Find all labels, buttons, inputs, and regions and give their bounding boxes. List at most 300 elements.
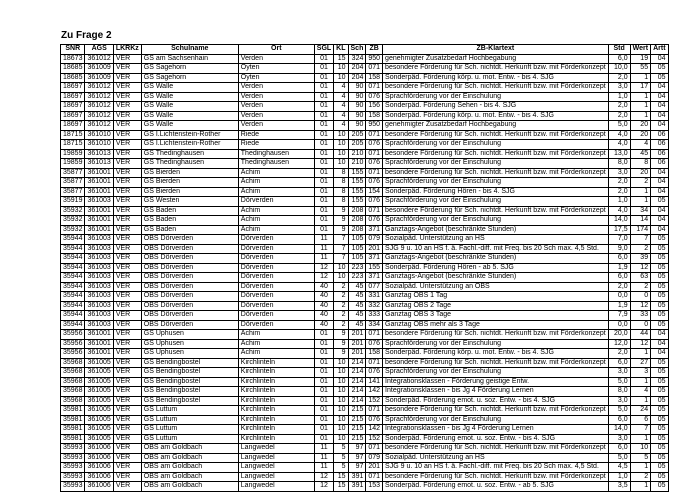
- cell-snr: 35993: [61, 472, 85, 482]
- cell-snr: 35877: [61, 168, 85, 178]
- cell-artt: 05: [651, 282, 668, 292]
- table-row: [61, 159, 669, 169]
- cell-std: 4,0: [608, 140, 630, 150]
- cell-ort: Dörverden: [238, 301, 314, 311]
- cell-kl: 10: [334, 387, 348, 397]
- cell-zb: 077: [366, 282, 383, 292]
- cell-snr: 19859: [61, 149, 85, 159]
- cell-schulname: GS Bierden: [141, 178, 238, 188]
- cell-std: 7,0: [608, 235, 630, 245]
- cell-zb: 071: [366, 444, 383, 454]
- cell-ags: 361006: [85, 482, 113, 492]
- cell-zb-klartext: Ganztag OBS mehr als 3 Tage: [383, 320, 609, 330]
- cell-ags: 361001: [85, 187, 113, 197]
- cell-lkrkz: VER: [113, 463, 141, 473]
- cell-sgl: 11: [314, 244, 333, 254]
- cell-wert: 12: [630, 301, 650, 311]
- cell-ort: Kirchlinteln: [238, 387, 314, 397]
- cell-sgl: 01: [314, 178, 333, 188]
- cell-lkrkz: VER: [113, 434, 141, 444]
- cell-zb-klartext: Ganztag OBS 3 Tage: [383, 311, 609, 321]
- cell-artt: 05: [651, 73, 668, 83]
- cell-ags: 361003: [85, 197, 113, 207]
- cell-ort: Verden: [238, 111, 314, 121]
- cell-zb: 076: [366, 368, 383, 378]
- cell-zb-klartext: besondere Förderung für Sch. nichtdt. Herkunft bzw. mit Förderkonzept: [383, 444, 609, 454]
- cell-schulname: GS Uphusen: [141, 339, 238, 349]
- cell-lkrkz: VER: [113, 121, 141, 131]
- cell-sch: 97: [348, 444, 366, 454]
- cell-wert: 17: [630, 83, 650, 93]
- cell-artt: 05: [651, 472, 668, 482]
- cell-artt: 05: [651, 244, 668, 254]
- cell-wert: 1: [630, 482, 650, 492]
- cell-lkrkz: VER: [113, 377, 141, 387]
- cell-std: 1,0: [608, 197, 630, 207]
- cell-std: 6,0: [608, 358, 630, 368]
- cell-sgl: 01: [314, 130, 333, 140]
- cell-schulname: OBS Dörverden: [141, 254, 238, 264]
- cell-ags: 361013: [85, 159, 113, 169]
- cell-schulname: GS am Sachsenhain: [141, 54, 238, 64]
- cell-sch: 155: [348, 187, 366, 197]
- cell-std: 7,9: [608, 311, 630, 321]
- cell-ort: Dörverden: [238, 273, 314, 283]
- cell-schulname: GS Thedinghausen: [141, 159, 238, 169]
- cell-sch: 90: [348, 92, 366, 102]
- cell-ags: 361009: [85, 64, 113, 74]
- cell-artt: 04: [651, 54, 668, 64]
- table-row: [61, 320, 669, 330]
- table-row: [61, 254, 669, 264]
- cell-ags: 361012: [85, 102, 113, 112]
- table-row: [61, 64, 669, 74]
- cell-snr: 35932: [61, 225, 85, 235]
- cell-ort: Oyten: [238, 73, 314, 83]
- cell-lkrkz: VER: [113, 235, 141, 245]
- cell-ags: 361003: [85, 244, 113, 254]
- cell-std: 6,0: [608, 273, 630, 283]
- cell-kl: 5: [334, 444, 348, 454]
- cell-zb: 950: [366, 121, 383, 131]
- cell-sgl: 01: [314, 206, 333, 216]
- cell-wert: 1: [630, 434, 650, 444]
- cell-wert: 6: [630, 415, 650, 425]
- cell-schulname: OBS Dörverden: [141, 282, 238, 292]
- cell-kl: 10: [334, 406, 348, 416]
- cell-kl: 15: [334, 482, 348, 492]
- cell-zb: 334: [366, 320, 383, 330]
- cell-ort: Oyten: [238, 64, 314, 74]
- cell-schulname: GS Westen: [141, 197, 238, 207]
- column-header-wert: Wert: [630, 45, 650, 55]
- cell-wert: 7: [630, 235, 650, 245]
- cell-sch: 223: [348, 273, 366, 283]
- column-header-kl: KL: [334, 45, 348, 55]
- cell-ort: Achim: [238, 339, 314, 349]
- cell-artt: 04: [651, 330, 668, 340]
- cell-artt: 05: [651, 425, 668, 435]
- cell-kl: 4: [334, 83, 348, 93]
- cell-artt: 05: [651, 396, 668, 406]
- cell-ort: Kirchlinteln: [238, 425, 314, 435]
- cell-schulname: GS Bendingbostel: [141, 358, 238, 368]
- cell-ags: 361012: [85, 111, 113, 121]
- cell-ags: 361006: [85, 472, 113, 482]
- cell-sch: 205: [348, 130, 366, 140]
- cell-kl: 10: [334, 130, 348, 140]
- cell-snr: 35993: [61, 482, 85, 492]
- cell-snr: 35944: [61, 282, 85, 292]
- cell-zb-klartext: Integrationsklassen - bis Jg 4 Förderung Lernen: [383, 425, 609, 435]
- cell-sch: 214: [348, 387, 366, 397]
- cell-snr: 35968: [61, 368, 85, 378]
- table-row: [61, 396, 669, 406]
- cell-sch: 155: [348, 197, 366, 207]
- cell-lkrkz: VER: [113, 225, 141, 235]
- cell-zb-klartext: besondere Förderung für Sch. nichtdt. Herkunft bzw. mit Förderkonzept: [383, 149, 609, 159]
- cell-sch: 45: [348, 320, 366, 330]
- cell-schulname: OBS Dörverden: [141, 292, 238, 302]
- cell-sgl: 01: [314, 73, 333, 83]
- cell-ort: Achim: [238, 216, 314, 226]
- cell-lkrkz: VER: [113, 453, 141, 463]
- cell-sch: 214: [348, 368, 366, 378]
- cell-sgl: 11: [314, 463, 333, 473]
- cell-sch: 210: [348, 149, 366, 159]
- cell-schulname: GS Sagehorn: [141, 73, 238, 83]
- column-header-ags: AGS: [85, 45, 113, 55]
- cell-sgl: 01: [314, 434, 333, 444]
- cell-artt: 05: [651, 263, 668, 273]
- cell-artt: 06: [651, 159, 668, 169]
- cell-sgl: 01: [314, 415, 333, 425]
- table-row: [61, 263, 669, 273]
- cell-zb: 079: [366, 453, 383, 463]
- cell-wert: 1: [630, 396, 650, 406]
- cell-schulname: GS Walle: [141, 102, 238, 112]
- cell-ags: 361010: [85, 140, 113, 150]
- cell-wert: 55: [630, 64, 650, 74]
- cell-zb-klartext: Sonderpäd. Förderung Hören - bis 4. SJG: [383, 187, 609, 197]
- cell-sgl: 01: [314, 425, 333, 435]
- cell-lkrkz: VER: [113, 187, 141, 197]
- cell-schulname: GS Luttum: [141, 425, 238, 435]
- cell-ags: 361006: [85, 463, 113, 473]
- cell-snr: 35944: [61, 273, 85, 283]
- cell-kl: 10: [334, 358, 348, 368]
- cell-snr: 35956: [61, 349, 85, 359]
- table-row: [61, 301, 669, 311]
- cell-kl: 4: [334, 102, 348, 112]
- cell-kl: 10: [334, 425, 348, 435]
- cell-schulname: GS Baden: [141, 216, 238, 226]
- cell-snr: 19859: [61, 159, 85, 169]
- cell-wert: 0: [630, 320, 650, 330]
- cell-sgl: 01: [314, 377, 333, 387]
- cell-lkrkz: VER: [113, 254, 141, 264]
- cell-wert: 4: [630, 140, 650, 150]
- table-row: [61, 54, 669, 64]
- cell-snr: 35993: [61, 444, 85, 454]
- table-row: [61, 330, 669, 340]
- table-row: [61, 121, 669, 131]
- cell-lkrkz: VER: [113, 73, 141, 83]
- cell-kl: 8: [334, 178, 348, 188]
- cell-std: 3,0: [608, 434, 630, 444]
- cell-kl: 10: [334, 64, 348, 74]
- cell-zb-klartext: Sonderpäd. Förderung Sehen - bis 4. SJG: [383, 102, 609, 112]
- cell-wert: 2: [630, 282, 650, 292]
- table-row: [61, 244, 669, 254]
- cell-lkrkz: VER: [113, 396, 141, 406]
- cell-zb-klartext: Sprachförderung vor der Einschulung: [383, 178, 609, 188]
- cell-sch: 97: [348, 453, 366, 463]
- cell-sgl: 12: [314, 472, 333, 482]
- cell-ags: 361006: [85, 453, 113, 463]
- cell-kl: 2: [334, 292, 348, 302]
- cell-lkrkz: VER: [113, 263, 141, 273]
- table-row: [61, 472, 669, 482]
- cell-artt: 05: [651, 482, 668, 492]
- table-row: [61, 387, 669, 397]
- cell-zb-klartext: Sonderpäd. Förderung körp. u. mot. Entw. - bis 4. SJG: [383, 73, 609, 83]
- cell-std: 3,0: [608, 368, 630, 378]
- cell-sch: 201: [348, 330, 366, 340]
- cell-schulname: OBS Dörverden: [141, 301, 238, 311]
- cell-std: 6,0: [608, 54, 630, 64]
- cell-zb-klartext: Sozialpäd. Unterstützung an HS: [383, 235, 609, 245]
- cell-lkrkz: VER: [113, 159, 141, 169]
- cell-ort: Kirchlinteln: [238, 358, 314, 368]
- cell-artt: 04: [651, 187, 668, 197]
- cell-wert: 5: [630, 453, 650, 463]
- cell-lkrkz: VER: [113, 311, 141, 321]
- cell-schulname: GS Walle: [141, 121, 238, 131]
- cell-ort: Thedinghausen: [238, 149, 314, 159]
- cell-std: 8,0: [608, 387, 630, 397]
- cell-sch: 214: [348, 377, 366, 387]
- cell-ort: Kirchlinteln: [238, 406, 314, 416]
- cell-kl: 15: [334, 54, 348, 64]
- cell-zb: 071: [366, 406, 383, 416]
- column-header-sgl: SGL: [314, 45, 333, 55]
- column-header-lkrkz: LKRKz: [113, 45, 141, 55]
- cell-wert: 45: [630, 149, 650, 159]
- cell-sgl: 01: [314, 187, 333, 197]
- cell-sgl: 01: [314, 197, 333, 207]
- cell-snr: 35968: [61, 377, 85, 387]
- cell-artt: 05: [651, 197, 668, 207]
- cell-std: 1,9: [608, 263, 630, 273]
- cell-zb: 071: [366, 330, 383, 340]
- cell-ags: 361005: [85, 377, 113, 387]
- cell-std: 9,0: [608, 244, 630, 254]
- cell-sgl: 01: [314, 102, 333, 112]
- cell-zb-klartext: Sprachförderung vor der Einschulung: [383, 140, 609, 150]
- cell-schulname: GS I.Lichtenstein-Rother: [141, 130, 238, 140]
- cell-zb-klartext: Ganztags-Angebot (beschränkte Stunden): [383, 254, 609, 264]
- page-title: Zu Frage 2: [61, 30, 112, 41]
- cell-sgl: 01: [314, 140, 333, 150]
- cell-zb: 371: [366, 273, 383, 283]
- cell-zb-klartext: Ganztag OBS 1 Tag: [383, 292, 609, 302]
- cell-wert: 2: [630, 178, 650, 188]
- cell-schulname: GS Bierden: [141, 168, 238, 178]
- cell-ort: Verden: [238, 92, 314, 102]
- table-row: [61, 406, 669, 416]
- cell-ort: Kirchlinteln: [238, 368, 314, 378]
- cell-schulname: OBS am Goldbach: [141, 472, 238, 482]
- cell-std: 2,0: [608, 178, 630, 188]
- cell-sch: 105: [348, 254, 366, 264]
- cell-std: 1,9: [608, 301, 630, 311]
- cell-zb-klartext: Integrationsklassen - Förderung geistige Entw.: [383, 377, 609, 387]
- cell-schulname: OBS Dörverden: [141, 273, 238, 283]
- cell-ags: 361005: [85, 387, 113, 397]
- cell-sgl: 40: [314, 301, 333, 311]
- cell-ags: 361003: [85, 311, 113, 321]
- cell-lkrkz: VER: [113, 54, 141, 64]
- column-header-zb: ZB: [366, 45, 383, 55]
- cell-sch: 215: [348, 425, 366, 435]
- cell-ags: 361012: [85, 92, 113, 102]
- cell-zb-klartext: besondere Förderung für Sch. nichtdt. Herkunft bzw. mit Förderkonzept: [383, 64, 609, 74]
- cell-zb: 141: [366, 377, 383, 387]
- cell-sch: 391: [348, 472, 366, 482]
- cell-snr: 35993: [61, 453, 85, 463]
- cell-sch: 215: [348, 434, 366, 444]
- cell-wert: 1: [630, 73, 650, 83]
- cell-zb: 071: [366, 83, 383, 93]
- cell-zb: 076: [366, 159, 383, 169]
- cell-artt: 05: [651, 273, 668, 283]
- cell-snr: 18685: [61, 73, 85, 83]
- cell-std: 5,0: [608, 121, 630, 131]
- cell-artt: 04: [651, 111, 668, 121]
- cell-zb: 076: [366, 178, 383, 188]
- cell-artt: 05: [651, 387, 668, 397]
- cell-kl: 2: [334, 282, 348, 292]
- table-row: [61, 216, 669, 226]
- cell-artt: 05: [651, 463, 668, 473]
- cell-ags: 361012: [85, 121, 113, 131]
- cell-zb: 076: [366, 197, 383, 207]
- cell-lkrkz: VER: [113, 244, 141, 254]
- cell-kl: 10: [334, 434, 348, 444]
- cell-kl: 4: [334, 92, 348, 102]
- cell-std: 13,0: [608, 149, 630, 159]
- cell-kl: 10: [334, 159, 348, 169]
- cell-ort: Achim: [238, 330, 314, 340]
- cell-wert: 24: [630, 406, 650, 416]
- cell-ort: Thedinghausen: [238, 159, 314, 169]
- cell-ort: Kirchlinteln: [238, 415, 314, 425]
- cell-kl: 2: [334, 320, 348, 330]
- cell-std: 1,0: [608, 472, 630, 482]
- cell-wert: 7: [630, 425, 650, 435]
- table-row: [61, 368, 669, 378]
- cell-kl: 9: [334, 216, 348, 226]
- cell-zb-klartext: Sprachförderung vor der Einschulung: [383, 339, 609, 349]
- cell-ags: 361009: [85, 73, 113, 83]
- cell-sch: 208: [348, 216, 366, 226]
- cell-schulname: GS Baden: [141, 225, 238, 235]
- cell-wert: 19: [630, 54, 650, 64]
- cell-kl: 8: [334, 168, 348, 178]
- cell-std: 4,0: [608, 130, 630, 140]
- cell-snr: 35919: [61, 197, 85, 207]
- cell-lkrkz: VER: [113, 482, 141, 492]
- cell-schulname: GS Bendingbostel: [141, 377, 238, 387]
- cell-sgl: 01: [314, 349, 333, 359]
- cell-snr: 35981: [61, 415, 85, 425]
- cell-snr: 35968: [61, 396, 85, 406]
- cell-schulname: OBS am Goldbach: [141, 453, 238, 463]
- cell-zb: 071: [366, 472, 383, 482]
- cell-snr: 18685: [61, 64, 85, 74]
- cell-wert: 2: [630, 472, 650, 482]
- cell-zb-klartext: Sozialpäd. Unterstützung an OBS: [383, 282, 609, 292]
- cell-sch: 208: [348, 206, 366, 216]
- cell-lkrkz: VER: [113, 168, 141, 178]
- cell-snr: 35944: [61, 292, 85, 302]
- cell-kl: 10: [334, 73, 348, 83]
- cell-zb-klartext: besondere Förderung für Sch. nichtdt. Herkunft bzw. mit Förderkonzept: [383, 472, 609, 482]
- cell-wert: 44: [630, 330, 650, 340]
- cell-wert: 1: [630, 92, 650, 102]
- cell-schulname: OBS am Goldbach: [141, 444, 238, 454]
- column-header-std: Std: [608, 45, 630, 55]
- cell-schulname: OBS am Goldbach: [141, 463, 238, 473]
- cell-ort: Dörverden: [238, 320, 314, 330]
- cell-ort: Verden: [238, 102, 314, 112]
- column-header-ort: Ort: [238, 45, 314, 55]
- cell-std: 6,0: [608, 254, 630, 264]
- cell-std: 2,0: [608, 187, 630, 197]
- cell-zb-klartext: besondere Förderung für Sch. nichtdt. Herkunft bzw. mit Förderkonzept: [383, 358, 609, 368]
- cell-zb-klartext: besondere Förderung für Sch. nichtdt. Herkunft bzw. mit Förderkonzept: [383, 206, 609, 216]
- cell-lkrkz: VER: [113, 406, 141, 416]
- cell-schulname: OBS Dörverden: [141, 320, 238, 330]
- cell-snr: 35877: [61, 187, 85, 197]
- cell-sgl: 12: [314, 263, 333, 273]
- cell-artt: 06: [651, 149, 668, 159]
- cell-schulname: GS Luttum: [141, 434, 238, 444]
- cell-snr: 35932: [61, 206, 85, 216]
- cell-ort: Verden: [238, 54, 314, 64]
- cell-sch: 324: [348, 54, 366, 64]
- cell-zb-klartext: besondere Förderung für Sch. nichtdt. Herkunft bzw. mit Förderkonzept: [383, 330, 609, 340]
- cell-snr: 18697: [61, 92, 85, 102]
- cell-snr: 18697: [61, 83, 85, 93]
- cell-lkrkz: VER: [113, 368, 141, 378]
- cell-sch: 205: [348, 140, 366, 150]
- cell-snr: 35944: [61, 254, 85, 264]
- cell-kl: 5: [334, 463, 348, 473]
- cell-artt: 05: [651, 320, 668, 330]
- cell-ort: Dörverden: [238, 235, 314, 245]
- cell-lkrkz: VER: [113, 444, 141, 454]
- cell-sgl: 01: [314, 406, 333, 416]
- table-row: [61, 444, 669, 454]
- cell-zb-klartext: besondere Förderung für Sch. nichtdt. Herkunft bzw. mit Förderkonzept: [383, 130, 609, 140]
- table-header-row: [61, 45, 669, 55]
- cell-wert: 20: [630, 130, 650, 140]
- cell-lkrkz: VER: [113, 149, 141, 159]
- cell-ags: 361003: [85, 301, 113, 311]
- cell-lkrkz: VER: [113, 358, 141, 368]
